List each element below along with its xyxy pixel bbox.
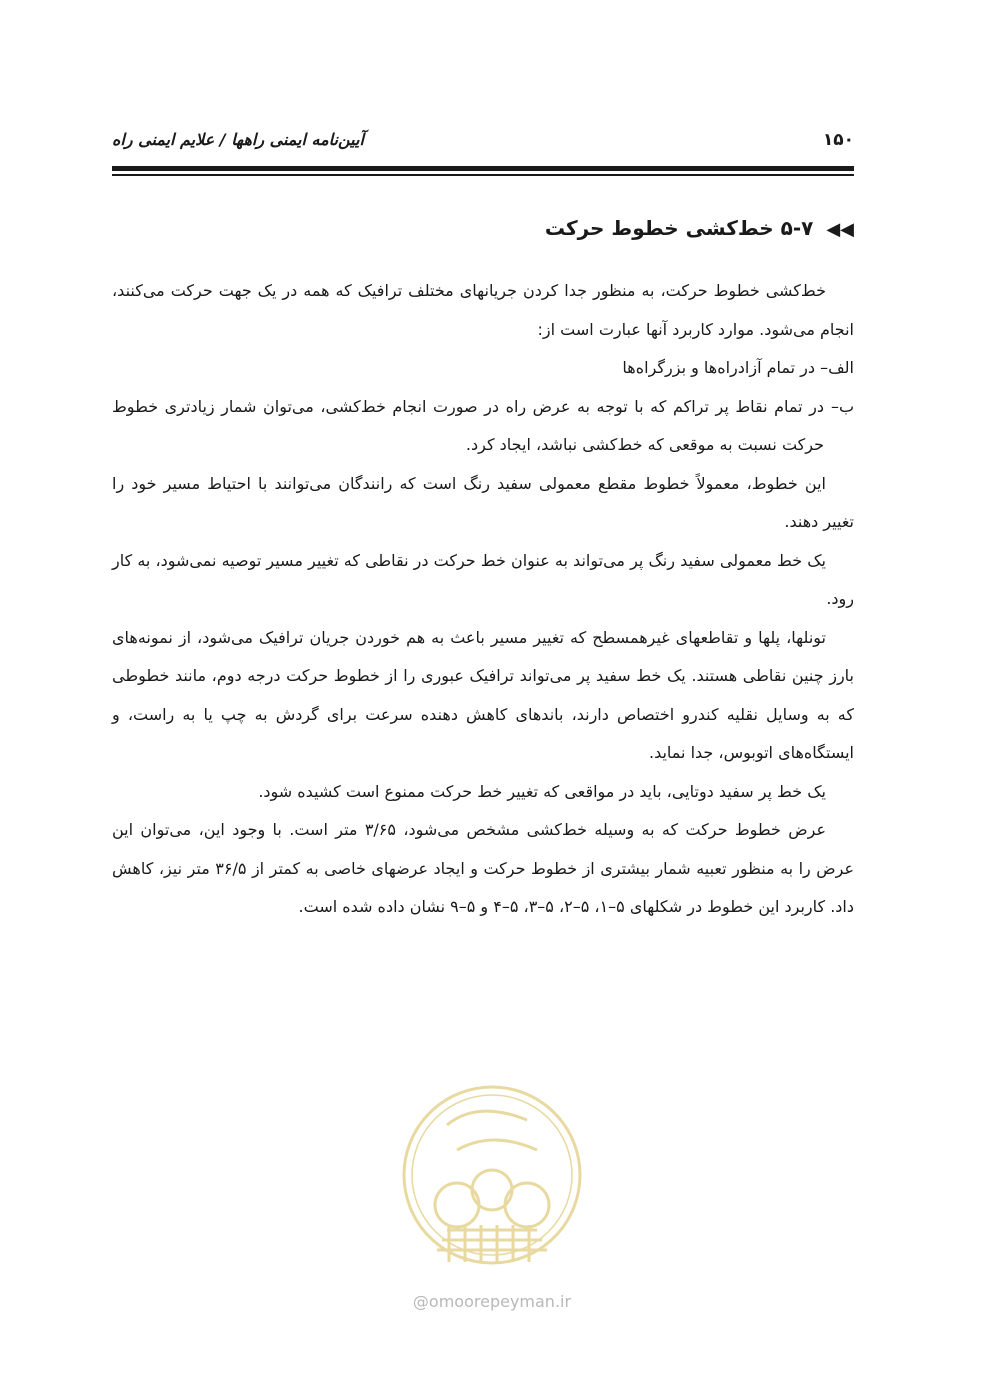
list-item-b-marker: ب– — [830, 396, 854, 416]
running-header — [112, 128, 854, 158]
header-rule-thick — [112, 166, 854, 171]
paragraph-2: این خطوط، معمولاً خطوط مقطع معمولی سفید رنگ است که رانندگان می‌توانند با احتیاط مسیر خود را تغییر دهند. — [112, 473, 854, 531]
watermark — [387, 1080, 597, 1330]
paragraph-4: تونلها، پلها و تقاطعهای غیرهمسطح که تغییر مسیر باعث به هم خوردن جریان ترافیک می‌شود، از نمونه‌های بارز چنین نقاطی هستند. یک خط سفید پر می‌تواند ترافیک عبوری را از خطوط حرکت درجه دوم، مانند خطوطی که به وسایل نقلیه کندرو اختصاص دارند، باندهای کاهش دهنده سرعت برای گردش به چپ یا به راست، و ایستگاه‌های اتوبوس، جدا نماید. — [112, 627, 854, 762]
paragraph-3: یک خط معمولی سفید رنگ پر می‌تواند به عنوان خط حرکت در نقاطی که تغییر مسیر توصیه نمی‌شود، به کار رود. — [112, 550, 854, 608]
watermark-site: @omoorepeyman.ir — [412, 1292, 572, 1311]
running-title: آیین‌نامه ایمنی راهها / علایم ایمنی راه — [112, 130, 364, 149]
header-rule-thin — [112, 174, 854, 176]
body-text — [112, 272, 854, 927]
section-number: ۵-۷ — [780, 216, 814, 240]
watermark-logo — [387, 1080, 597, 1290]
paragraph-1: خط‌کشی خطوط حرکت، به منظور جدا کردن جریانهای مختلف ترافیک که همه در یک جهت حرکت می‌کنند، انجام می‌شود. موارد کاربرد آنها عبارت است از: — [112, 281, 854, 339]
double-arrow-icon: ◀◀ — [826, 219, 854, 240]
list-item-a: الف– در تمام آزادراه‌ها و بزرگراه‌ها — [622, 358, 854, 377]
section-title: خط‌کشی خطوط حرکت — [544, 216, 774, 240]
list-item-b-text: در تمام نقاط پر تراکم که با توجه به عرض راه در صورت انجام خط‌کشی، می‌توان شمار زیادتری خطوط حرکت نسبت به موقعی که خط‌کشی نباشد، ایجاد کرد. — [112, 396, 824, 454]
page-number: ۱۵۰ — [822, 130, 854, 150]
paragraph-5: یک خط پر سفید دوتایی، باید در مواقعی که تغییر خط حرکت ممنوع است کشیده شود. — [258, 781, 826, 801]
section-heading — [545, 216, 854, 240]
list-item-b — [112, 388, 854, 465]
paragraph-6: عرض خطوط حرکت که به وسیله خط‌کشی مشخص می‌شود، ۳/۶۵ متر است. با وجود این، می‌توان این عرض را به منظور تعبیه شمار بیشتری از خطوط حرکت و ایجاد عرضهای خاصی به کمتر از ۳۶/۵ متر نیز، کاهش داد. کاربرد این خطوط در شکلهای ۵–۱، ۵–۲، ۵–۳، ۵–۴ و ۵–۹ نشان داده شده است. — [112, 820, 854, 916]
